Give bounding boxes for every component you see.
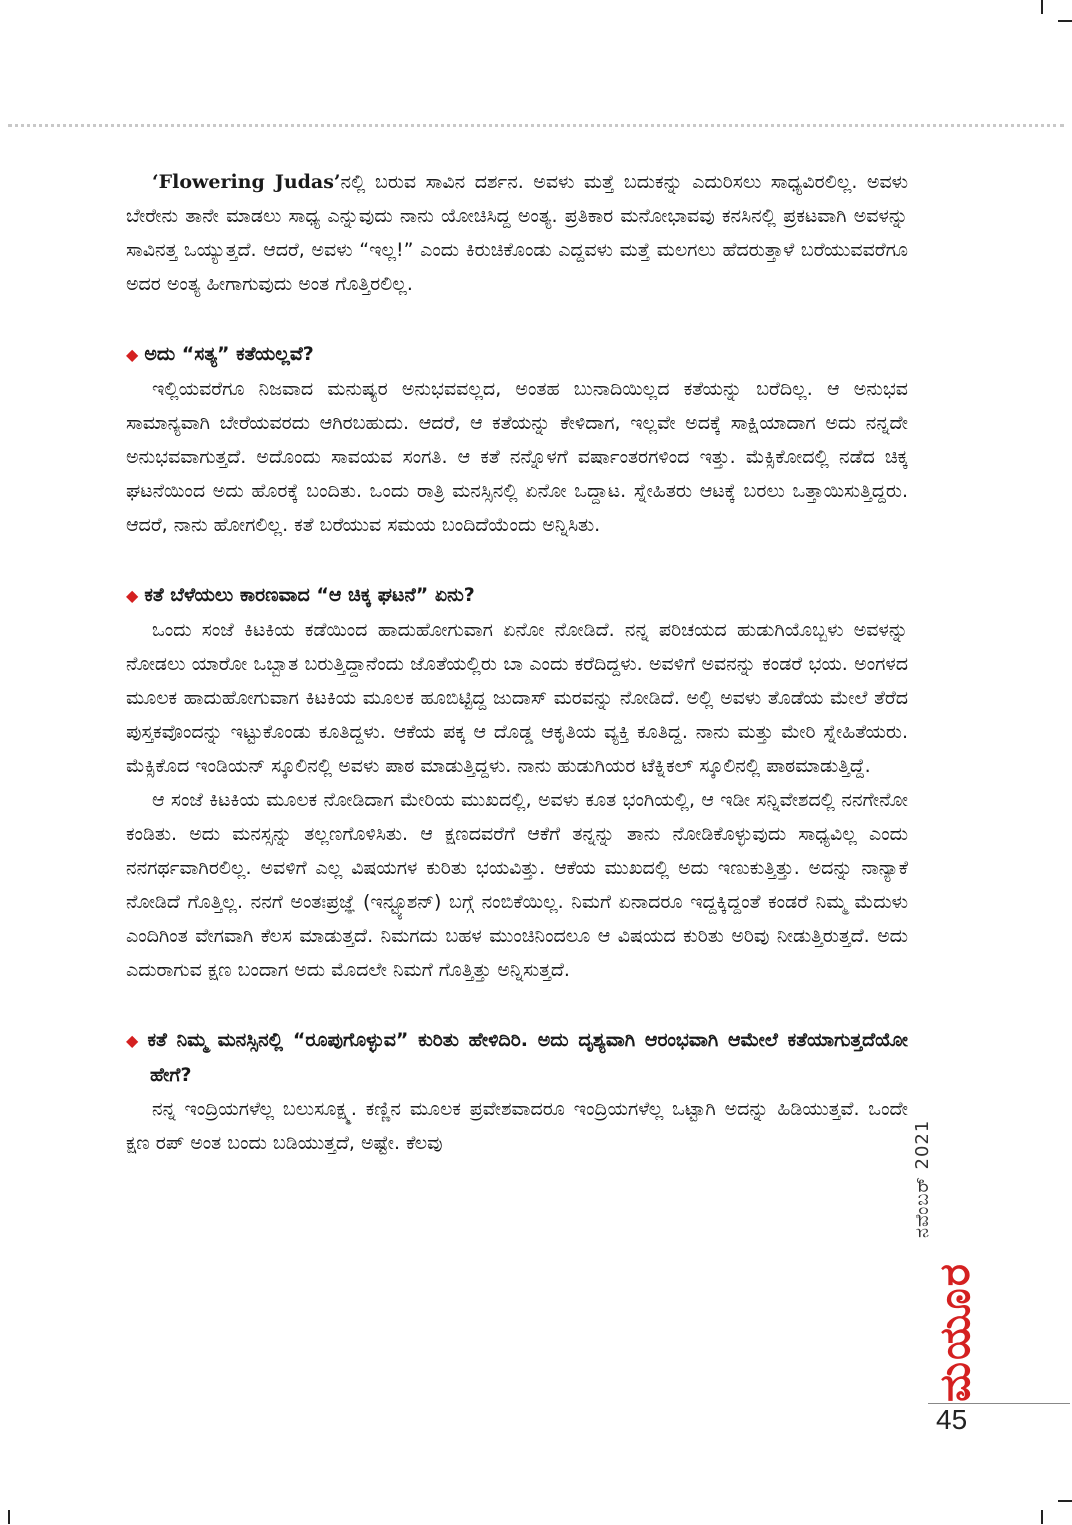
crop-mark-top	[1041, 0, 1043, 14]
paragraph: ಒಂದು ಸಂಜೆ ಕಿಟಕಿಯ ಕಡೆಯಿಂದ ಹಾದುಹೋಗುವಾಗ ಏನೋ ನೋಡಿದೆ. ನನ್ನ ಪರಿಚಯದ ಹುಡುಗಿಯೊಬ್ಬಳು ಅವಳನ್ನು ನೋಡಲು ಯಾರೋ ಒಬ್ಬಾತ ಬರುತ್ತಿದ್ದಾನೆಂದು ಜೊತೆಯಲ್ಲಿರು ಬಾ ಎಂದು ಕರೆದಿದ್ದಳು. ಅವಳಿಗೆ ಅವನನ್ನು ಕಂಡರೆ ಭಯ. ಅಂಗಳದ ಮೂಲಕ ಹಾದುಹೋಗುವಾಗ ಕಿಟಕಿಯ ಮೂಲಕ ಹೂಬಿಟ್ಟಿದ್ದ ಜುದಾಸ್ ಮರವನ್ನು ನೋಡಿದೆ. ಅಲ್ಲಿ ಅವಳು ತೊಡೆಯ ಮೇಲೆ ತೆರೆದ ಪುಸ್ತಕವೊಂದನ್ನು ಇಟ್ಟುಕೊಂಡು ಕೂತಿದ್ದಳು. ಆಕೆಯ ಪಕ್ಕ ಆ ದೊಡ್ಡ ಆಕೃತಿಯ ವ್ಯಕ್ತಿ ಕೂತಿದ್ದ. ನಾನು ಮತ್ತು ಮೇರಿ ಸ್ನೇಹಿತೆಯರು. ಮೆಕ್ಸಿಕೊದ ಇಂಡಿಯನ್ ಸ್ಕೂಲಿನಲ್ಲಿ ಅವಳು ಪಾಠ ಮಾಡುತ್ತಿದ್ದಳು. ನಾನು ಹುಡುಗಿಯರ ಟೆಕ್ನಿಕಲ್ ಸ್ಕೂಲಿನಲ್ಲಿ ಪಾಠಮಾಡುತ್ತಿದ್ದೆ.	[126, 619, 908, 777]
page-number: 45	[936, 1404, 968, 1435]
paragraph: ಇಲ್ಲಿಯವರೆಗೂ ನಿಜವಾದ ಮನುಷ್ಯರ ಅನುಭವವಲ್ಲದ, ಅಂತಹ ಬುನಾದಿಯಿಲ್ಲದ ಕತೆಯನ್ನು ಬರೆದಿಲ್ಲ. ಆ ಅನುಭವ ಸಾಮಾನ್ಯವಾಗಿ ಬೇರೆಯವರದು ಆಗಿರಬಹುದು. ಆದರೆ, ಆ ಕತೆಯನ್ನು ಕೇಳಿದಾಗ, ಇಲ್ಲವೇ ಅದಕ್ಕೆ ಸಾಕ್ಷಿಯಾದಾಗ ಅದು ನನ್ನದೇ ಅನುಭವವಾಗುತ್ತದೆ. ಅದೊಂದು ಸಾವಯವ ಸಂಗತಿ. ಆ ಕತೆ ನನ್ನೊಳಗೆ ವರ್ಷಾಂತರಗಳಿಂದ ಇತ್ತು. ಮೆಕ್ಸಿಕೋದಲ್ಲಿ ನಡೆದ ಚಿಕ್ಕ ಘಟನೆಯಿಂದ ಅದು ಹೊರಕ್ಕೆ ಬಂದಿತು. ಒಂದು ರಾತ್ರಿ ಮನಸ್ಸಿನಲ್ಲಿ ಏನೋ ಒದ್ದಾಟ. ಸ್ನೇಹಿತರು ಆಟಕ್ಕೆ ಬರಲು ಒತ್ತಾಯಿಸುತ್ತಿದ್ದರು. ಆದರೆ, ನಾನು ಹೋಗಲಿಲ್ಲ. ಕತೆ ಬರೆಯುವ ಸಮಯ ಬಂದಿದೆಯೆಂದು ಅನ್ನಿಸಿತು.	[126, 378, 908, 536]
story-title: ‘Flowering Judas’	[152, 171, 341, 193]
paragraph: ನನ್ನ ಇಂದ್ರಿಯಗಳೆಲ್ಲ ಬಲುಸೂಕ್ಷ್ಮ. ಕಣ್ಣಿನ ಮೂಲಕ ಪ್ರವೇಶವಾದರೂ ಇಂದ್ರಿಯಗಳೆಲ್ಲ ಒಟ್ಟಾಗಿ ಅದನ್ನು ಹಿಡಿಯುತ್ತವೆ. ಒಂದೇ ಕ್ಷಣ ರಪ್ ಅಂತ ಬಂದು ಬಡಿಯುತ್ತದೆ, ಅಷ್ಟೇ. ಕೆಲವು	[126, 1098, 908, 1154]
magazine-logo: ಮಯೂರ	[930, 1262, 979, 1402]
interview-question: ◆ ಕತೆ ನಿಮ್ಮ ಮನಸ್ಸಿನಲ್ಲಿ “ರೂಪುಗೊಳ್ಳುವ” ಕುರಿತು ಹೇಳಿದಿರಿ. ಅದು ದೃಶ್ಯವಾಗಿ ಆರಂಭವಾಗಿ ಆಮೇಲೆ ಕತೆಯಾಗುತ್ತದೆಯೋ ಹೇಗೆ?	[126, 1029, 908, 1086]
crop-mark-bottom-left	[8, 1510, 10, 1524]
crop-mark-right-bottom	[1058, 1500, 1072, 1502]
diamond-bullet-icon: ◆	[126, 586, 139, 605]
crop-mark-bottom-right	[1041, 1510, 1043, 1524]
crop-mark-top-right	[1058, 20, 1072, 22]
diamond-bullet-icon: ◆	[126, 1031, 142, 1050]
interview-question: ◆ ಅದು “ಸತ್ಯ” ಕತೆಯಲ್ಲವೆ?	[126, 343, 314, 365]
article-body	[126, 165, 908, 1160]
paragraph: ‘Flowering Judas’ನಲ್ಲಿ ಬರುವ ಸಾವಿನ ದರ್ಶನ. ಅವಳು ಮತ್ತೆ ಬದುಕನ್ನು ಎದುರಿಸಲು ಸಾಧ್ಯವಿರಲಿಲ್ಲ. ಅವಳು ಬೇರೇನು ತಾನೇ ಮಾಡಲು ಸಾಧ್ಯ ಎನ್ನುವುದು ನಾನು ಯೋಚಿಸಿದ್ದ ಅಂತ್ಯ. ಪ್ರತಿಕಾರ ಮನೋಭಾವವು ಕನಸಿನಲ್ಲಿ ಪ್ರಕಟವಾಗಿ ಅವಳನ್ನು ಸಾವಿನತ್ತ ಒಯ್ಯುತ್ತದೆ. ಆದರೆ, ಅವಳು “ಇಲ್ಲ!” ಎಂದು ಕಿರುಚಿಕೊಂಡು ಎದ್ದವಳು ಮತ್ತೆ ಮಲಗಲು ಹೆದರುತ್ತಾಳೆ ಬರೆಯುವವರೆಗೂ ಅದರ ಅಂತ್ಯ ಹೀಗಾಗುವುದು ಅಂತ ಗೊತ್ತಿರಲಿಲ್ಲ.	[126, 171, 908, 295]
header-dotted-rule	[8, 124, 1064, 127]
diamond-bullet-icon: ◆	[126, 345, 139, 364]
interview-question: ◆ ಕತೆ ಬೆಳೆಯಲು ಕಾರಣವಾದ “ಆ ಚಿಕ್ಕ ಘಟನೆ” ಏನು?	[126, 584, 475, 606]
paragraph: ಆ ಸಂಜೆ ಕಿಟಕಿಯ ಮೂಲಕ ನೋಡಿದಾಗ ಮೇರಿಯ ಮುಖದಲ್ಲಿ, ಅವಳು ಕೂತ ಭಂಗಿಯಲ್ಲಿ, ಆ ಇಡೀ ಸನ್ನಿವೇಶದಲ್ಲಿ ನನಗೇನೋ ಕಂಡಿತು. ಅದು ಮನಸ್ಸನ್ನು ತಲ್ಲಣಗೊಳಿಸಿತು. ಆ ಕ್ಷಣದವರೆಗೆ ಆಕೆಗೆ ತನ್ನನ್ನು ತಾನು ನೋಡಿಕೊಳ್ಳುವುದು ಸಾಧ್ಯವಿಲ್ಲ ಎಂದು ನನಗರ್ಥವಾಗಿರಲಿಲ್ಲ. ಅವಳಿಗೆ ಎಲ್ಲ ವಿಷಯಗಳ ಕುರಿತು ಭಯವಿತ್ತು. ಆಕೆಯ ಮುಖದಲ್ಲಿ ಅದು ಇಣುಕುತ್ತಿತ್ತು. ಅದನ್ನು ನಾನ್ಯಾಕೆ ನೋಡಿದೆ ಗೊತ್ತಿಲ್ಲ. ನನಗೆ ಅಂತಃಪ್ರಜ್ಞೆ (ಇನ್ಟ್ಯೂಶನ್) ಬಗ್ಗೆ ನಂಬಿಕೆಯಿಲ್ಲ. ನಿಮಗೆ ಏನಾದರೂ ಇದ್ದಕ್ಕಿದ್ದಂತೆ ಕಂಡರೆ ನಿಮ್ಮ ಮೆದುಳು ಎಂದಿಗಿಂತ ವೇಗವಾಗಿ ಕೆಲಸ ಮಾಡುತ್ತದೆ. ನಿಮಗದು ಬಹಳ ಮುಂಚಿನಿಂದಲೂ ಆ ವಿಷಯದ ಕುರಿತು ಅರಿವು ನೀಡುತ್ತಿರುತ್ತದೆ. ಅದು ಎದುರಾಗುವ ಕ್ಷಣ ಬಂದಾಗ ಅದು ಮೊದಲೇ ನಿಮಗೆ ಗೊತ್ತಿತ್ತು ಅನ್ನಿಸುತ್ತದೆ.	[126, 789, 908, 981]
sidebar-date: ನವೆಂಬರ್ 2021	[912, 1119, 933, 1238]
